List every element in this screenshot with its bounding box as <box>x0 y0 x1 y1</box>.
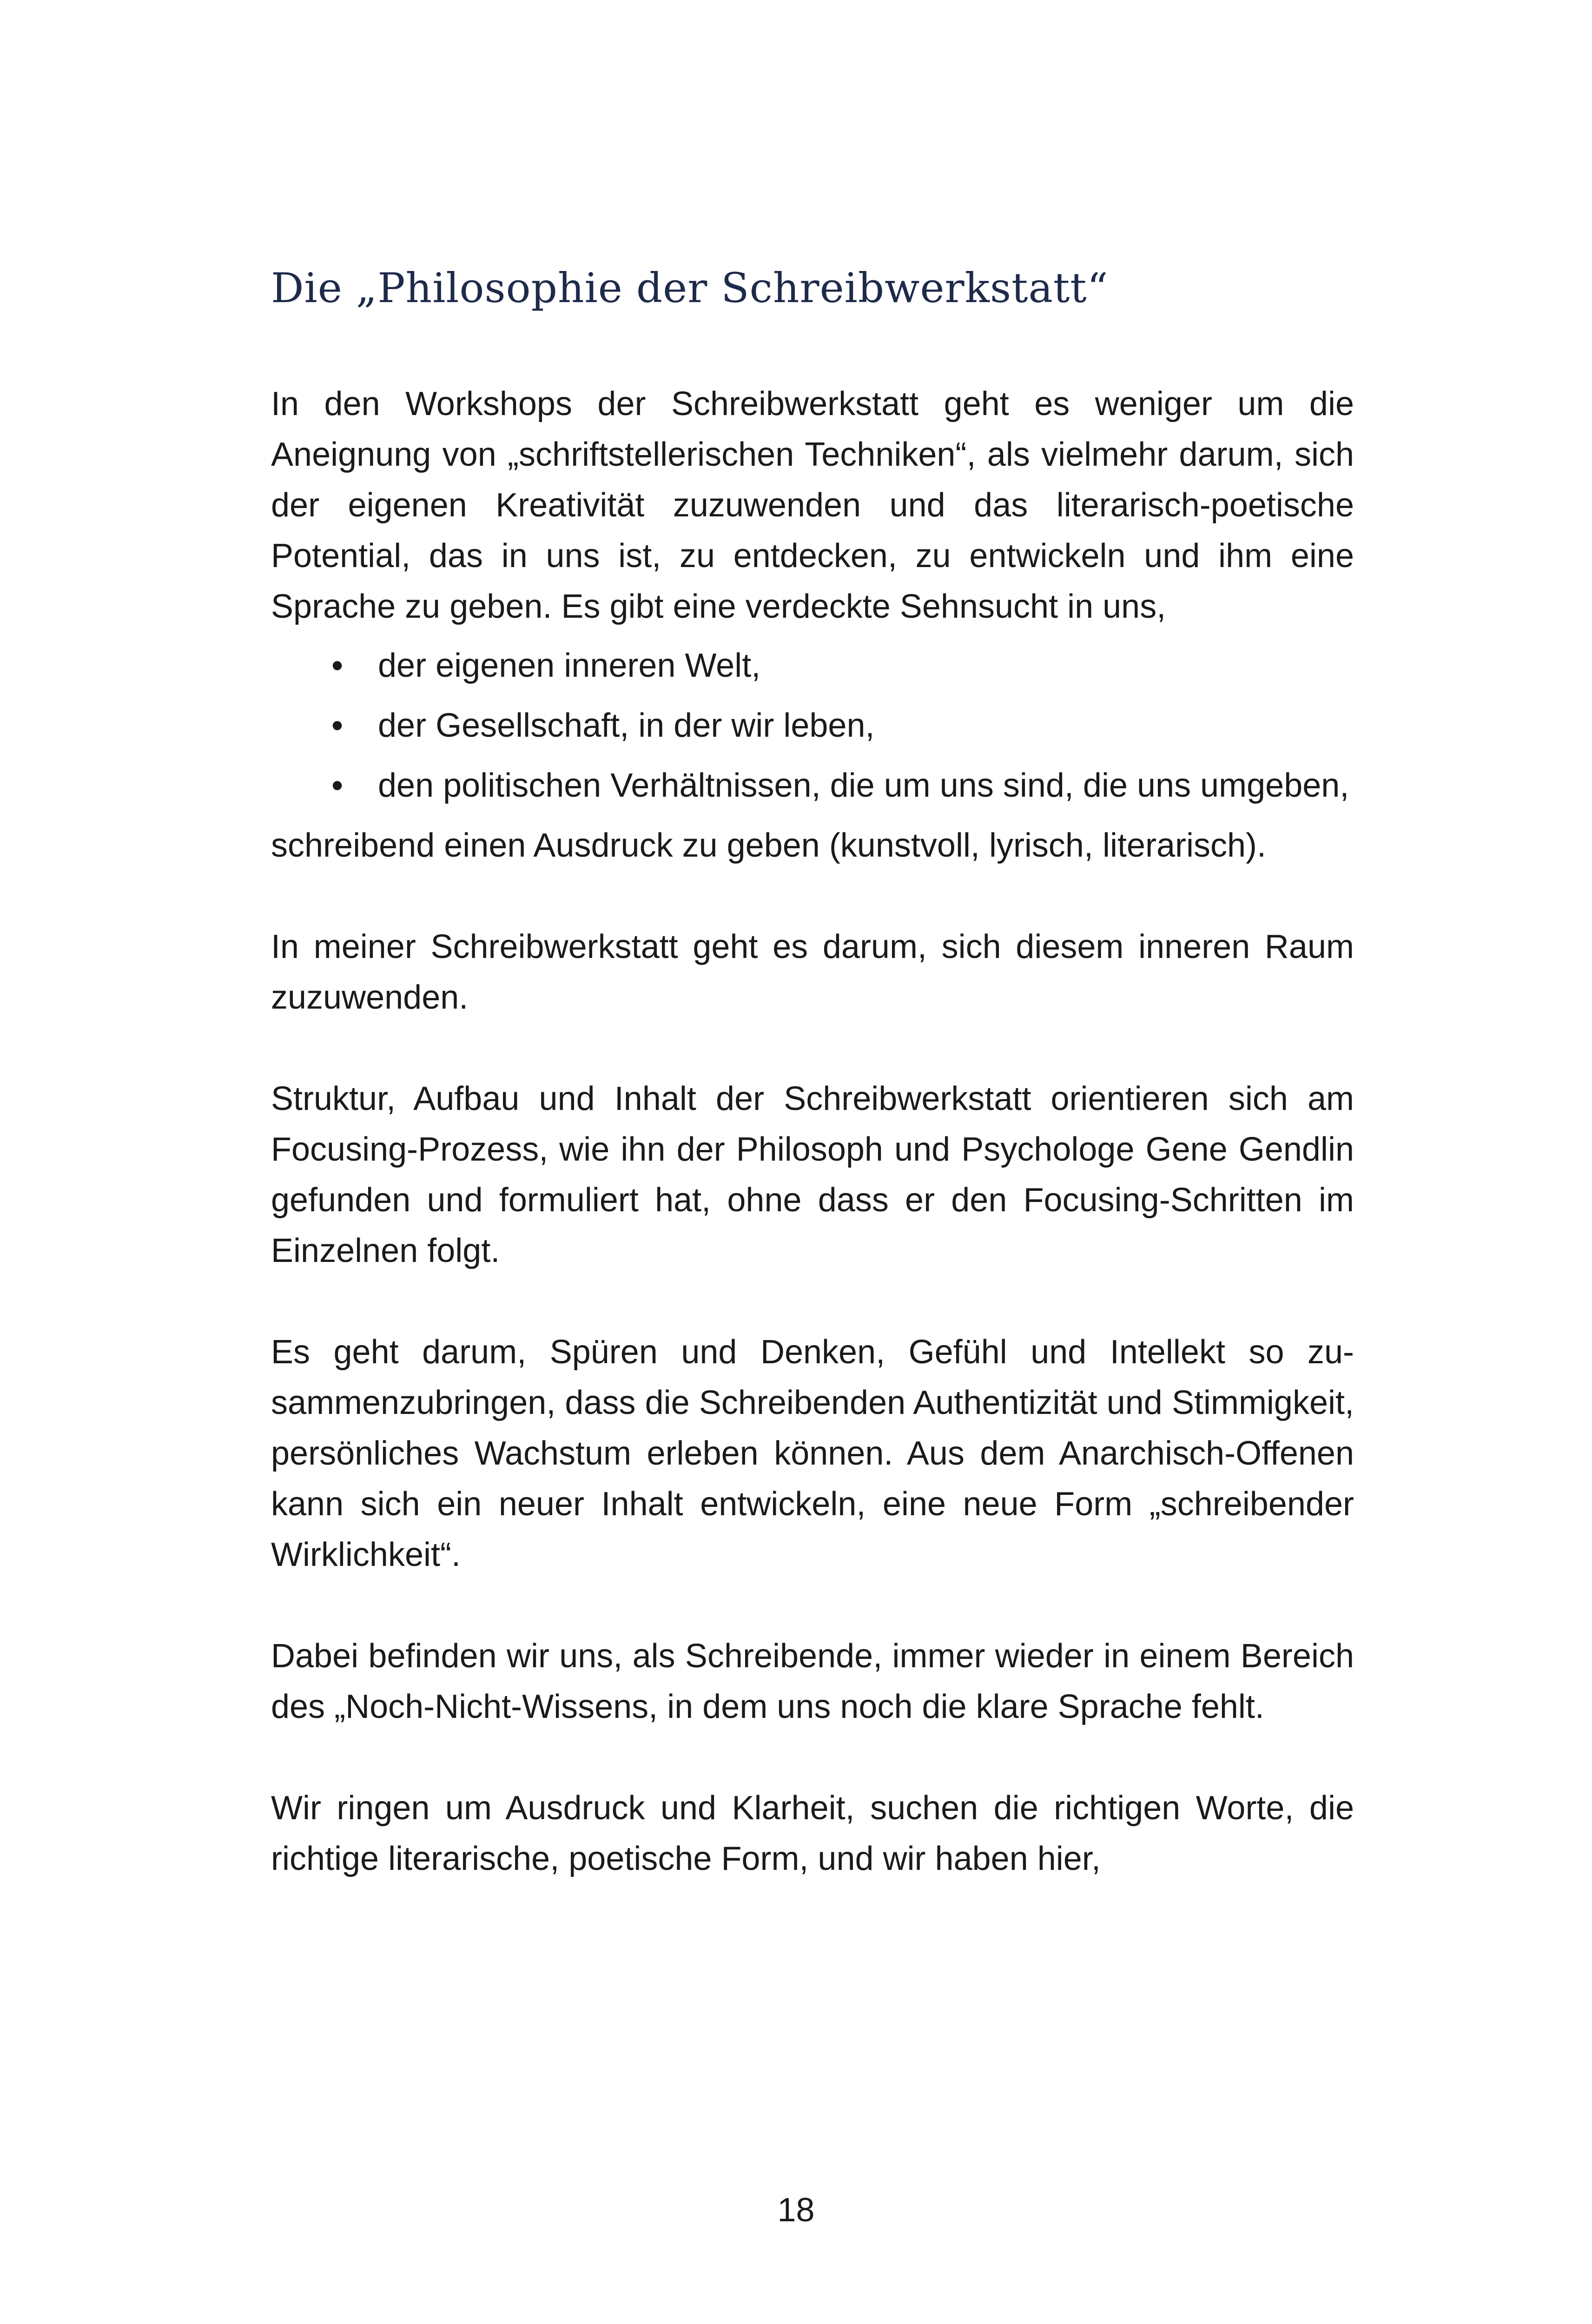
bullet-icon: • <box>331 707 344 744</box>
paragraph: In meiner Schreibwerkstatt geht es darum, sich diesem inneren Raum zuzuwenden. <box>271 928 1354 1016</box>
bullet-list <box>271 640 1354 811</box>
bullet-icon: • <box>331 647 344 684</box>
list-item-text: der eigenen inneren Welt, <box>378 647 761 684</box>
paragraph: Struktur, Aufbau und Inhalt der Schreibwerkstatt orientieren sich am Focusing-Prozess, wie ihn der Philosoph und Psychologe Gene Gendlin gefunden und formuliert hat, ohne dass er den Focusing-Schritten im Einzelnen folgt. <box>271 1080 1354 1269</box>
page-content <box>271 260 1354 1884</box>
paragraph: Es geht darum, Spüren und Denken, Gefühl und Intellekt so zusammenzubringen, dass die Schreibenden Authentizität und Stimmigkeit, persönliches Wachstum erleben können. Aus dem Anarchisch-Offenen kann sich ein neuer Inhalt entwickeln, eine neue Form „schreibender Wirklichkeit“. <box>271 1334 1354 1573</box>
chapter-title: Die „Philosophie der Schreibwerkstatt“ <box>271 264 1109 312</box>
paragraph: Dabei befinden wir uns, als Schreibende, immer wieder in einem Bereich des „Noch-Nicht-Wissens, in dem uns noch die klare Sprache fehlt. <box>271 1637 1354 1725</box>
list-item <box>271 760 1354 811</box>
body-text <box>271 379 1354 1884</box>
list-item-text: der Gesellschaft, in der wir leben, <box>378 707 875 744</box>
page-number: 18 <box>777 2192 815 2229</box>
list-item <box>271 640 1354 691</box>
list-item <box>271 700 1354 751</box>
paragraph: Wir ringen um Ausdruck und Klarheit, suchen die richtigen Worte, die richtige literarische, poetische Form, und wir haben hier, <box>271 1789 1354 1877</box>
after-bullets-paragraph: schreibend einen Ausdruck zu geben (kunstvoll, lyrisch, literarisch). <box>271 827 1267 864</box>
intro-paragraph: In den Workshops der Schreibwerkstatt geht es weniger um die Aneignung von „schriftstellerischen Techniken“, als vielmehr darum, sich der eigenen Kreativität zuzuwenden und das literarisch-poetische Potential, das in uns ist, zu entdecken, zu entwickeln und ihm eine Sprache zu geben. Es gibt eine verdeckte Sehnsucht in uns, <box>271 385 1354 625</box>
list-item-text: den politischen Verhältnissen, die um uns sind, die uns umgeben, <box>378 767 1349 804</box>
bullet-icon: • <box>331 767 344 804</box>
